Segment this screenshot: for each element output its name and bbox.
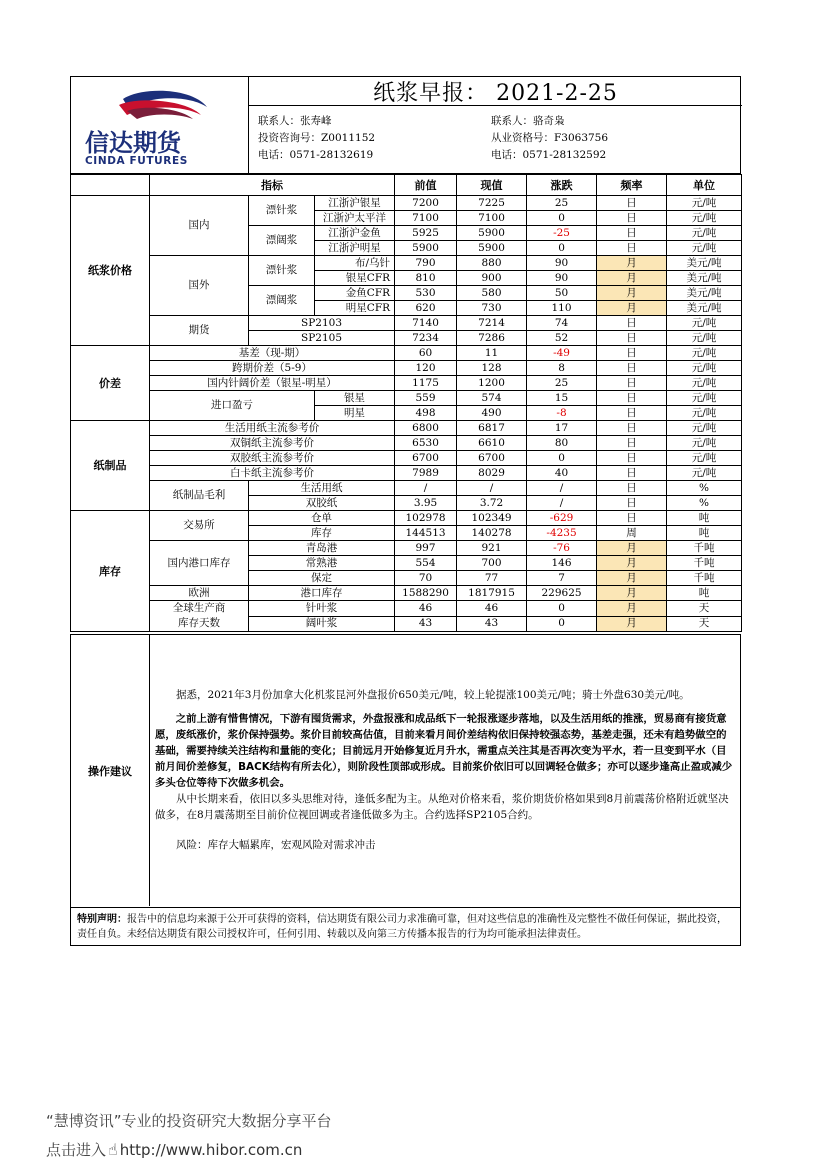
cell-cur: 880 <box>457 256 527 271</box>
cell-cur: 730 <box>457 301 527 316</box>
cell-freq: 日 <box>597 226 667 241</box>
cell-unit: 千吨 <box>667 556 742 571</box>
indicator-name: 明星 <box>315 406 395 421</box>
cell-chg: 74 <box>527 316 597 331</box>
subgroup-bhkp: 漂阔浆 <box>249 226 315 256</box>
cell-chg: 15 <box>527 391 597 406</box>
cell-unit: 美元/吨 <box>667 301 742 316</box>
advice-para-4: 风险：库存大幅累库，宏观风险对需求冲击 <box>176 839 376 851</box>
cell-freq: 日 <box>597 346 667 361</box>
indicator-name: 库存 <box>249 526 395 541</box>
disclaimer <box>70 908 741 946</box>
cell-freq: 日 <box>597 466 667 481</box>
cell-cur: 6817 <box>457 421 527 436</box>
cell-prev: 554 <box>395 556 457 571</box>
cell-unit: 元/吨 <box>667 376 742 391</box>
table-row <box>71 586 742 601</box>
subgroup-nbsk: 漂针浆 <box>249 196 315 226</box>
cell-prev: 46 <box>395 601 457 617</box>
advice-para-2: 之前上游有惜售情况，下游有囤货需求，外盘报涨和成品纸下一轮报涨逐步落地，以及生活用纸的推涨，贸易商有接货意愿，废纸涨价，浆价保持强势。浆价目前较高估值，目前来看月间价差结构依旧保持较强态势，基差走强，还未有趋势做空的基础，需要持续关注结构和量能的变化；目前远月开始修复近月升水，需重点关注其是否再次变为平水，若一旦变到平水（目前月间价差修复，BACK结构有所去化），则阶段性顶部或形成。目前浆价依旧可以回调轻仓做多；亦可以逐步逢高止盈或减少多头仓位等待下次做多机会。 <box>155 713 733 789</box>
indicator-name: SP2103 <box>249 316 395 331</box>
header-freq: 频率 <box>597 175 667 196</box>
cinda-logo-mark <box>71 77 247 173</box>
indicator-name: 双铜纸主流参考价 <box>150 436 395 451</box>
cell-chg: -629 <box>527 511 597 526</box>
category-pulp-price: 纸浆价格 <box>71 196 150 346</box>
cell-unit: 元/吨 <box>667 466 742 481</box>
paper-section <box>71 421 742 511</box>
cell-chg: -49 <box>527 346 597 361</box>
footer-slogan <box>46 1110 332 1131</box>
cell-freq: 月 <box>597 301 667 316</box>
cinda-logo <box>71 77 249 175</box>
cell-prev: 790 <box>395 256 457 271</box>
cell-unit: 元/吨 <box>667 241 742 256</box>
cell-prev: / <box>395 481 457 496</box>
cell-freq: 月 <box>597 256 667 271</box>
table-row <box>71 541 742 556</box>
cell-prev: 3.95 <box>395 496 457 511</box>
footer-link-row <box>46 1139 302 1160</box>
cell-prev: 5900 <box>395 241 457 256</box>
cell-chg: 80 <box>527 436 597 451</box>
group-global-days: 全球生产商 库存天数 <box>150 601 249 632</box>
cell-chg: 50 <box>527 286 597 301</box>
cell-unit: % <box>667 496 742 511</box>
disclaimer-label: 特别声明： <box>77 914 127 925</box>
indicator-name: SP2105 <box>249 331 395 346</box>
cell-chg: 0 <box>527 601 597 617</box>
footer-slogan-text: “慧博资讯”专业的投资研究大数据分享平台 <box>46 1112 332 1130</box>
cell-freq: 日 <box>597 496 667 511</box>
group-domestic-port: 国内港口库存 <box>150 541 249 586</box>
group-exchange: 交易所 <box>150 511 249 541</box>
cell-freq: 月 <box>597 586 667 601</box>
contact-left-phone: 电话：0571-28132619 <box>258 149 374 161</box>
contact-left <box>258 113 375 164</box>
footer-enter-label: 点击进入 <box>46 1141 107 1159</box>
cell-cur: 6700 <box>457 451 527 466</box>
contact-left-license: 投资咨询号：Z0011152 <box>258 132 376 144</box>
group-futures: 期货 <box>150 316 249 346</box>
cell-unit: 元/吨 <box>667 406 742 421</box>
group-overseas: 国外 <box>150 256 249 316</box>
cell-prev: 7140 <box>395 316 457 331</box>
cell-prev: 498 <box>395 406 457 421</box>
indicator-name: 双胶纸主流参考价 <box>150 451 395 466</box>
cell-freq: 月 <box>597 271 667 286</box>
indicator-name: 江浙沪太平洋 <box>315 211 395 226</box>
cell-prev: 997 <box>395 541 457 556</box>
cell-prev: 7989 <box>395 466 457 481</box>
cell-chg: -76 <box>527 541 597 556</box>
cell-freq: 月 <box>597 286 667 301</box>
cell-unit: 天 <box>667 616 742 632</box>
cell-freq: 日 <box>597 361 667 376</box>
cell-unit: 元/吨 <box>667 196 742 211</box>
indicator-name: 青岛港 <box>249 541 395 556</box>
cell-cur: 43 <box>457 616 527 632</box>
indicator-name: 基差（现-期） <box>150 346 395 361</box>
header-prev: 前值 <box>395 175 457 196</box>
cell-cur: 77 <box>457 571 527 586</box>
indicator-name: 常熟港 <box>249 556 395 571</box>
cell-freq: 月 <box>597 541 667 556</box>
table-row <box>71 511 742 526</box>
cell-chg: 90 <box>527 256 597 271</box>
table-row <box>71 601 742 617</box>
cell-cur: 580 <box>457 286 527 301</box>
cell-prev: 120 <box>395 361 457 376</box>
cell-unit: 元/吨 <box>667 421 742 436</box>
cell-unit: 美元/吨 <box>667 286 742 301</box>
cell-cur: 6610 <box>457 436 527 451</box>
header-unit: 单位 <box>667 175 742 196</box>
cell-unit: 吨 <box>667 511 742 526</box>
cell-unit: 元/吨 <box>667 391 742 406</box>
cell-unit: 元/吨 <box>667 331 742 346</box>
category-paper: 纸制品 <box>71 421 150 511</box>
advice-label: 操作建议 <box>71 635 150 906</box>
indicator-name: 仓单 <box>249 511 395 526</box>
header-chg: 涨跌 <box>527 175 597 196</box>
header-cur: 现值 <box>457 175 527 196</box>
table-row <box>71 361 742 376</box>
cell-unit: 元/吨 <box>667 451 742 466</box>
cell-prev: 1588290 <box>395 586 457 601</box>
cell-freq: 周 <box>597 526 667 541</box>
cell-chg: 0 <box>527 616 597 632</box>
group-import-margin: 进口盈亏 <box>150 391 315 421</box>
cell-cur: 3.72 <box>457 496 527 511</box>
cell-chg: 17 <box>527 421 597 436</box>
advice-section <box>70 634 741 908</box>
cell-freq: 日 <box>597 316 667 331</box>
spread-section <box>71 346 742 421</box>
cell-freq: 日 <box>597 331 667 346</box>
cell-chg: 146 <box>527 556 597 571</box>
cell-chg: 110 <box>527 301 597 316</box>
cell-chg: 52 <box>527 331 597 346</box>
cell-freq: 日 <box>597 421 667 436</box>
cell-chg: 25 <box>527 376 597 391</box>
cell-cur: 700 <box>457 556 527 571</box>
indicator-name: 港口库存 <box>249 586 395 601</box>
cell-prev: 559 <box>395 391 457 406</box>
table-row <box>71 466 742 481</box>
cell-chg: 0 <box>527 241 597 256</box>
cell-cur: 1200 <box>457 376 527 391</box>
disclaimer-text: 报告中的信息均来源于公开可获得的资料，信达期货有限公司力求准确可靠，但对这些信息的准确性及完整性不做任何保证，据此投资，责任自负。未经信达期货有限公司授权许可，任何引用、转载以及向第三方传播本报告的行为均可能承担法律责任。 <box>77 914 727 940</box>
cursor-icon: ☝ <box>108 1140 118 1159</box>
indicator-name: 国内针阔价差（银星-明星） <box>150 376 395 391</box>
table-row <box>71 481 742 496</box>
cell-chg: / <box>527 481 597 496</box>
cell-prev: 102978 <box>395 511 457 526</box>
cell-cur: 11 <box>457 346 527 361</box>
cell-prev: 7200 <box>395 196 457 211</box>
cell-chg: / <box>527 496 597 511</box>
indicator-name: 跨期价差（5-9） <box>150 361 395 376</box>
logo-cn-text: 信达期货 <box>85 129 181 157</box>
cell-cur: 490 <box>457 406 527 421</box>
cell-chg: 0 <box>527 211 597 226</box>
cell-freq: 月 <box>597 616 667 632</box>
cell-unit: 元/吨 <box>667 211 742 226</box>
cell-cur: 574 <box>457 391 527 406</box>
indicator-name: 生活用纸 <box>249 481 395 496</box>
cell-unit: % <box>667 481 742 496</box>
table-row <box>71 391 742 406</box>
cell-chg: 25 <box>527 196 597 211</box>
page-title: 纸浆早报： 2021-2-25 <box>249 77 742 106</box>
cell-unit: 美元/吨 <box>667 271 742 286</box>
cell-unit: 千吨 <box>667 541 742 556</box>
indicator-name: 针叶浆 <box>249 601 395 617</box>
contact-right-name: 联系人：骆奇枭 <box>491 115 565 127</box>
cell-chg: -8 <box>527 406 597 421</box>
cell-prev: 6800 <box>395 421 457 436</box>
cell-cur: 921 <box>457 541 527 556</box>
indicator-name: 保定 <box>249 571 395 586</box>
cell-chg: -25 <box>527 226 597 241</box>
cell-unit: 元/吨 <box>667 316 742 331</box>
cell-prev: 1175 <box>395 376 457 391</box>
indicator-name: 明星CFR <box>315 301 395 316</box>
cell-prev: 7234 <box>395 331 457 346</box>
cell-prev: 7100 <box>395 211 457 226</box>
category-spread: 价差 <box>71 346 150 421</box>
cell-cur: 5900 <box>457 241 527 256</box>
cell-freq: 月 <box>597 601 667 617</box>
indicator-name: 江浙沪银星 <box>315 196 395 211</box>
cell-prev: 144513 <box>395 526 457 541</box>
cell-cur: / <box>457 481 527 496</box>
indicator-name: 白卡纸主流参考价 <box>150 466 395 481</box>
indicator-name: 金鱼CFR <box>315 286 395 301</box>
indicator-name: 江浙沪明星 <box>315 241 395 256</box>
table-row <box>71 256 742 271</box>
cell-cur: 1817915 <box>457 586 527 601</box>
cell-prev: 60 <box>395 346 457 361</box>
cell-cur: 128 <box>457 361 527 376</box>
advice-para-3: 从中长期来看，依旧以多头思维对待，逢低多配为主。从绝对价格来看，浆价期货价格如果到8月前震荡价格附近就坚决做多，在8月震荡期至目前价位视回调或者逢低做多为主。合约选择SP2105合约。 <box>155 793 729 821</box>
report-sheet <box>70 76 741 946</box>
cell-cur: 5900 <box>457 226 527 241</box>
indicator-name: 银星CFR <box>315 271 395 286</box>
cell-cur: 7100 <box>457 211 527 226</box>
indicator-name: 阔叶浆 <box>249 616 395 632</box>
group-paper-margin: 纸制品毛利 <box>150 481 249 511</box>
indicator-name: 江浙沪金鱼 <box>315 226 395 241</box>
cell-unit: 千吨 <box>667 571 742 586</box>
category-stock: 库存 <box>71 511 150 632</box>
cell-freq: 月 <box>597 571 667 586</box>
stock-section <box>71 511 742 632</box>
advice-para-1: 据悉，2021年3月份加拿大化机浆昆河外盘报价650美元/吨，较上轮提涨100美元/吨；骑士外盘630美元/吨。 <box>176 689 690 701</box>
indicator-name: 生活用纸主流参考价 <box>150 421 395 436</box>
contact-right <box>491 113 608 164</box>
cell-chg: 7 <box>527 571 597 586</box>
cell-chg: 0 <box>527 451 597 466</box>
contact-right-license: 从业资格号：F3063756 <box>491 132 609 144</box>
cell-cur: 7286 <box>457 331 527 346</box>
cell-freq: 日 <box>597 451 667 466</box>
cell-unit: 元/吨 <box>667 226 742 241</box>
pulp-price-section <box>71 196 742 346</box>
cell-unit: 元/吨 <box>667 361 742 376</box>
cell-cur: 7214 <box>457 316 527 331</box>
cell-prev: 810 <box>395 271 457 286</box>
indicator-name: 银星 <box>315 391 395 406</box>
cell-cur: 7225 <box>457 196 527 211</box>
group-domestic: 国内 <box>150 196 249 256</box>
contact-right-phone: 电话：0571-28132592 <box>491 149 607 161</box>
cell-chg: 229625 <box>527 586 597 601</box>
cell-chg: 8 <box>527 361 597 376</box>
cell-freq: 日 <box>597 481 667 496</box>
cell-chg: 40 <box>527 466 597 481</box>
report-header <box>70 76 741 174</box>
table-row <box>71 451 742 466</box>
cell-unit: 吨 <box>667 526 742 541</box>
table-row <box>71 436 742 451</box>
cell-freq: 日 <box>597 436 667 451</box>
cell-unit: 吨 <box>667 586 742 601</box>
cell-cur: 46 <box>457 601 527 617</box>
cell-chg: -4235 <box>527 526 597 541</box>
cell-prev: 5925 <box>395 226 457 241</box>
cell-prev: 70 <box>395 571 457 586</box>
header-blank <box>71 175 150 196</box>
table-row <box>71 421 742 436</box>
indicator-name: 双胶纸 <box>249 496 395 511</box>
cell-prev: 43 <box>395 616 457 632</box>
cell-unit: 天 <box>667 601 742 617</box>
cell-freq: 日 <box>597 376 667 391</box>
cell-freq: 日 <box>597 406 667 421</box>
cell-cur: 900 <box>457 271 527 286</box>
cell-unit: 美元/吨 <box>667 256 742 271</box>
cell-freq: 日 <box>597 391 667 406</box>
cell-freq: 月 <box>597 556 667 571</box>
data-table <box>70 174 742 632</box>
logo-en-text: CINDA FUTURES <box>85 155 188 167</box>
cell-cur: 8029 <box>457 466 527 481</box>
cell-freq: 日 <box>597 511 667 526</box>
cell-freq: 日 <box>597 241 667 256</box>
footer-url-link[interactable]: http://www.hibor.com.cn <box>119 1140 303 1159</box>
cell-unit: 元/吨 <box>667 346 742 361</box>
cell-cur: 102349 <box>457 511 527 526</box>
table-row <box>71 196 742 211</box>
subgroup-bhkp: 漂阔浆 <box>249 286 315 316</box>
cell-freq: 日 <box>597 196 667 211</box>
cell-freq: 日 <box>597 211 667 226</box>
cell-prev: 6700 <box>395 451 457 466</box>
group-europe: 欧洲 <box>150 586 249 601</box>
cell-unit: 元/吨 <box>667 436 742 451</box>
contact-left-name: 联系人：张寿峰 <box>258 115 332 127</box>
header-indicator: 指标 <box>150 175 395 196</box>
subgroup-nbsk: 漂针浆 <box>249 256 315 286</box>
table-row <box>71 316 742 331</box>
cell-prev: 6530 <box>395 436 457 451</box>
table-header-row <box>71 175 742 196</box>
table-row <box>71 346 742 361</box>
cell-prev: 620 <box>395 301 457 316</box>
table-row <box>71 376 742 391</box>
cell-chg: 90 <box>527 271 597 286</box>
cell-prev: 530 <box>395 286 457 301</box>
cell-cur: 140278 <box>457 526 527 541</box>
advice-body <box>155 687 735 861</box>
indicator-name: 布/乌针 <box>315 256 395 271</box>
